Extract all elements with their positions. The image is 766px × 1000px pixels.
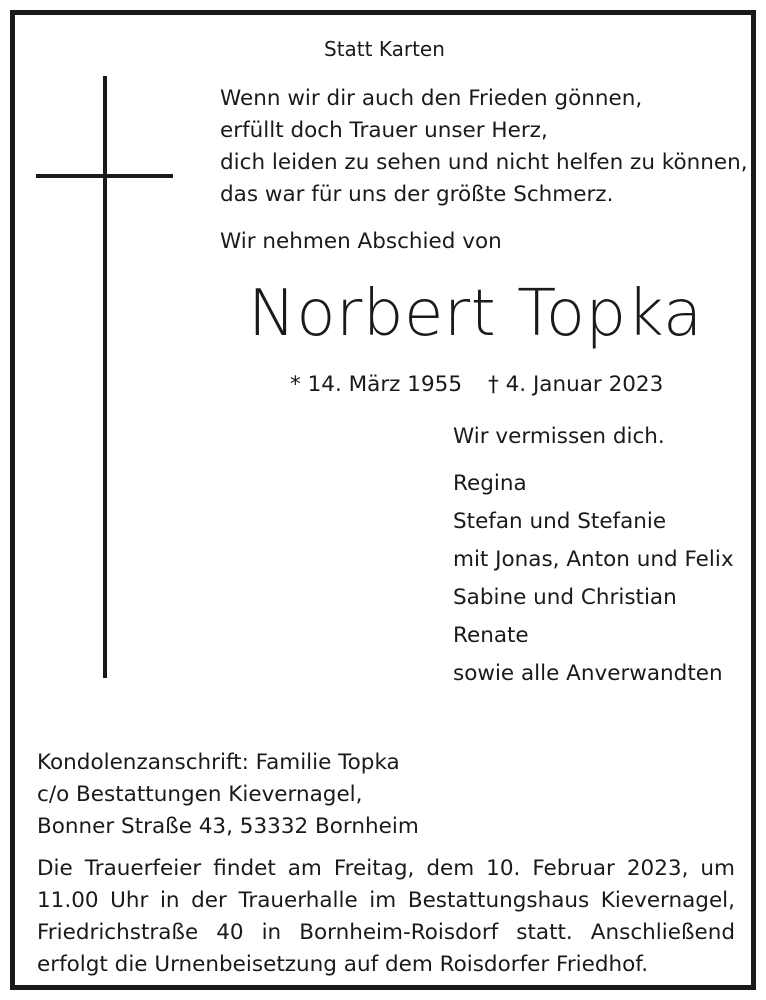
death-date: † 4. Januar 2023 [488,372,664,397]
condolence-address [37,747,419,843]
poem-line: Wenn wir dir auch den Frieden gönnen, [220,86,643,111]
service-line: erfolgt die Urnenbeisetzung auf dem Roisdorfer Friedhof. [37,952,649,977]
survivor-item: Sabine und Christian [453,585,677,610]
cross-icon-horizontal [36,174,173,178]
obituary-frame [10,10,756,990]
intro-text: Wir nehmen Abschied von [220,229,502,254]
closing-text: Wir vermissen dich. [453,424,665,449]
condolence-line: Bonner Straße 43, 53332 Bornheim [37,814,419,839]
condolence-line: c/o Bestattungen Kievernagel, [37,782,363,807]
deceased-name: Norbert Topka [248,277,703,351]
survivor-item: Regina [453,471,527,496]
survivor-item: sowie alle Anverwandten [453,661,723,686]
service-line: Friedrichstraße 40 in Bornheim-Roisdorf statt. Anschließend [37,920,735,945]
poem-line: erfüllt doch Trauer unser Herz, [220,118,548,143]
survivor-item: Renate [453,623,529,648]
survivor-item: mit Jonas, Anton und Felix [453,547,734,572]
service-line: 11.00 Uhr in der Trauerhalle im Bestattungshaus Kievernagel, [37,888,735,913]
poem [220,83,748,211]
poem-line: dich leiden zu sehen und nicht helfen zu können, [220,150,748,175]
condolence-line: Kondolenzanschrift: Familie Topka [37,750,400,775]
life-dates [290,372,663,397]
service-line: Die Trauerfeier findet am Freitag, dem 10. Februar 2023, um [37,856,735,881]
header-text: Statt Karten [324,37,445,61]
survivor-item: Stefan und Stefanie [453,509,667,534]
survivors-list [453,465,734,693]
poem-line: das war für uns der größte Schmerz. [220,182,614,207]
service-details [37,853,735,981]
birth-date: * 14. März 1955 [290,372,463,397]
cross-icon-vertical [103,76,107,678]
